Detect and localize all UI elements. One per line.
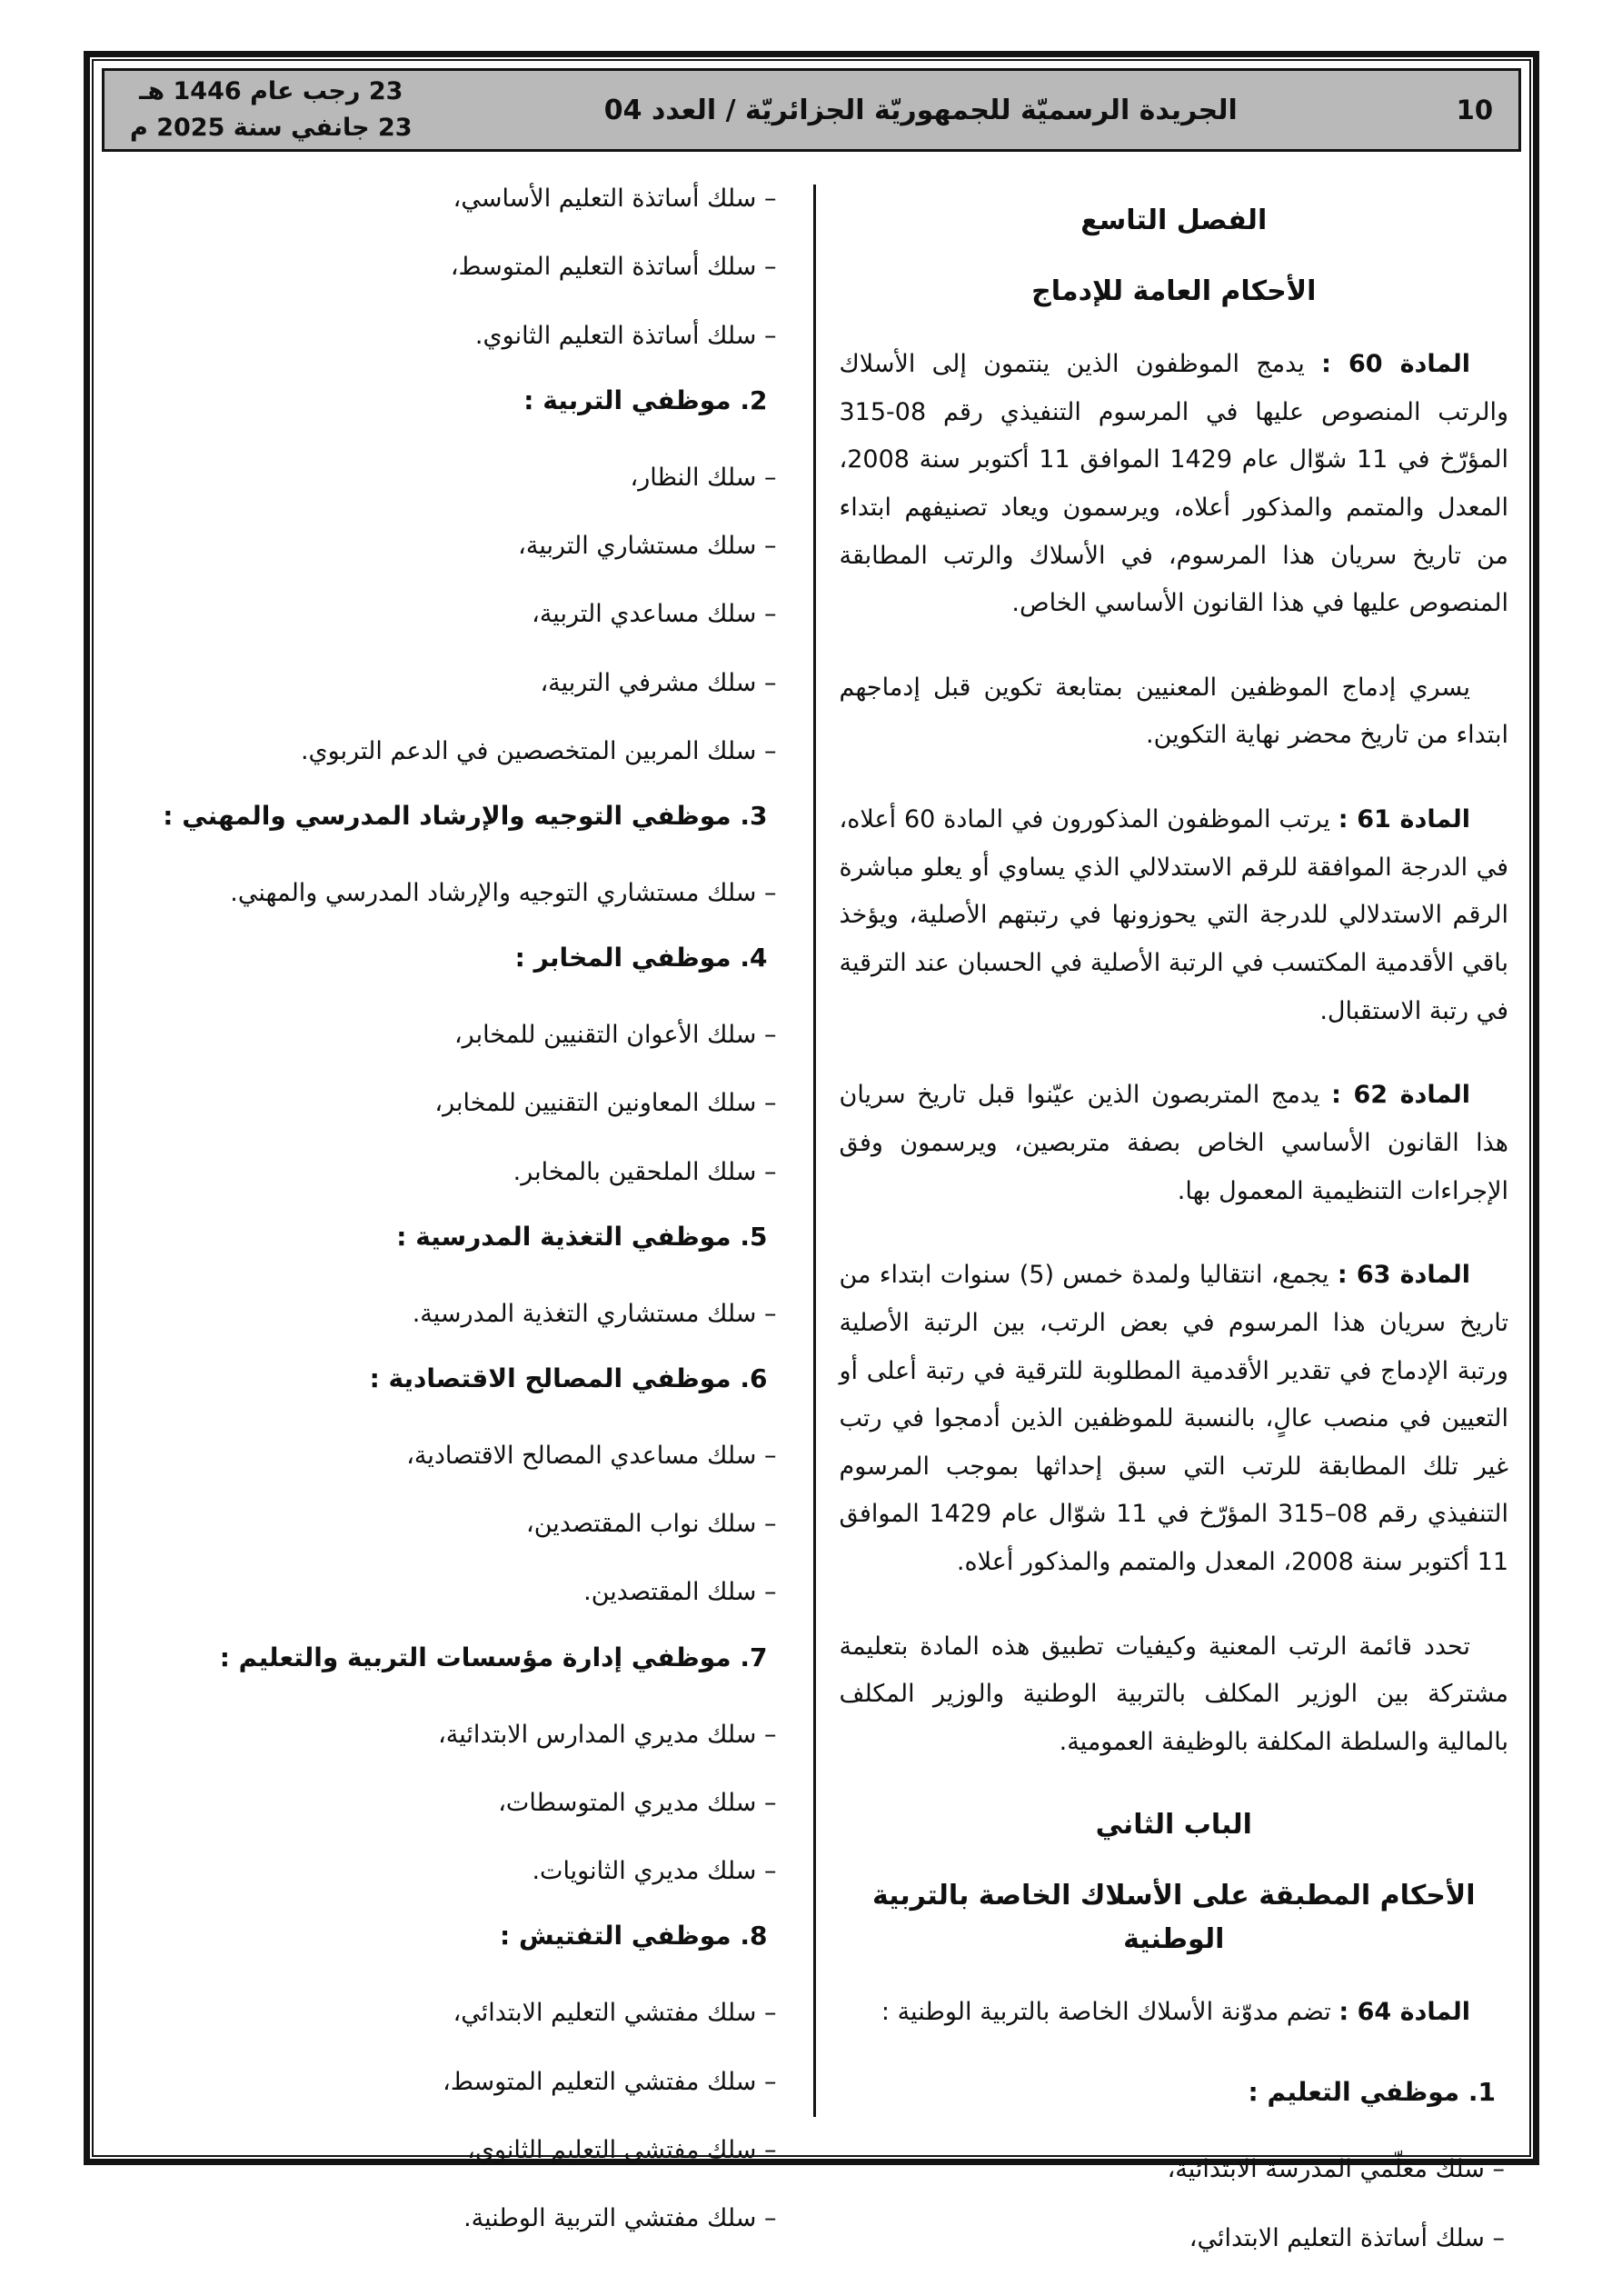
corps-item: – سلك مستشاري التوجيه والإرشاد المدرسي والمهني. <box>230 878 777 907</box>
corps-item: – سلك مفتشي التعليم الابتدائي، <box>453 1999 777 2028</box>
group-7-heading: 7. موظفي إدارة مؤسسات التربية والتعليم : <box>219 1642 768 1672</box>
column-divider <box>813 185 816 2117</box>
article-61: المادة 61 : يرتب الموظفون المذكورون في المادة 60 أعلاه، في الدرجة الموافقة للرقم الاستدلالي الذي يساوي أو يعلو مباشرة الرقم الاستدلالي للدرجة التي يحوزونها في رتبتهم الأصلية، ويؤخذ باقي الأقدمية المكتسب في الرتبة الأصلية في الحسبان عند الترقية في رتبة الاستقبال. <box>839 805 1508 1025</box>
corps-item: – سلك الملحقين بالمخابر. <box>512 1157 777 1186</box>
corps-item: – سلك مساعدي التربية، <box>532 600 777 629</box>
left-column-corps-lists <box>102 175 795 2233</box>
article-label: المادة 62 : <box>1331 1081 1471 1110</box>
article-60-para-2: يسري إدماج الموظفين المعنيين بمتابعة تكوين قبل إدماجهم ابتداء من تاريخ محضر نهاية التكوين. <box>839 673 1508 750</box>
right-column-articles <box>834 175 1522 2253</box>
corps-item: – سلك مفتشي التربية الوطنية. <box>463 2204 777 2233</box>
article-label: المادة 64 : <box>1338 1997 1470 2026</box>
article-63: المادة 63 : يجمع، انتقاليا ولمدة خمس (5) سنوات ابتداء من تاريخ سريان هذا المرسوم في بعض الرتب، بين الرتبة الأصلية ورتبة الإدماج في تقدير الأقدمية المطلوبة للترقية في رتبة أعلى أو التعيين في منصب عالٍ، بالنسبة للموظفين الذين أدمجوا في رتب غير تلك المطابقة للرتب التي سبق إحداثها بموجب المرسوم التنفيذي رقم 08–315 المؤرّخ في 11 شوّال عام 1429 الموافق 11 أكتوبر سنة 2008، المعدل والمتمم والمذكور أعلاه. <box>839 1261 1509 1577</box>
corps-item: – سلك مديري الثانويات. <box>532 1857 777 1886</box>
corps-item: – سلك مشرفي التربية، <box>540 668 777 697</box>
corps-item: – سلك مديري المدارس الابتدائية، <box>438 1720 777 1749</box>
article-label: المادة 60 : <box>1321 350 1471 378</box>
corps-item: – سلك أساتذة التعليم الابتدائي، <box>1189 2224 1505 2253</box>
corps-item: – سلك النظار، <box>630 463 777 492</box>
group-1-heading: 1. موظفي التعليم : <box>1248 2077 1496 2108</box>
part-heading: الباب الثاني <box>1095 1808 1252 1841</box>
article-label: المادة 61 : <box>1338 805 1470 834</box>
corps-item: – سلك أساتذة التعليم المتوسط، <box>450 253 777 282</box>
article-63-para-2: تحدد قائمة الرتب المعنية وكيفيات تطبيق هذه المادة بتعليمة مشتركة بين الوزير المكلف بالتربية الوطنية والوزير المكلف بالمالية والسلطة المكلفة بالوظيفة العمومية. <box>839 1632 1508 1757</box>
corps-item: – سلك مستشاري التغذية المدرسية. <box>412 1299 777 1328</box>
gazette-title: الجريدة الرسميّة للجمهوريّة الجزائريّة / العدد 04 <box>603 94 1238 126</box>
corps-item: – سلك مفتشي التعليم الثانوي، <box>467 2135 777 2164</box>
chapter-subheading: الأحكام العامة للإدماج <box>1031 275 1317 307</box>
corps-item: – سلك مستشاري التربية، <box>518 531 777 560</box>
page-number: 10 <box>1456 95 1493 125</box>
group-5-heading: 5. موظفي التغذية المدرسية : <box>396 1221 768 1252</box>
group-2-heading: 2. موظفي التربية : <box>523 384 768 415</box>
hijri-date: 23 رجب عام 1446 هـ <box>139 77 403 105</box>
group-4-heading: 4. موظفي المخابر : <box>514 943 768 973</box>
article-64: المادة 64 : تضم مدوّنة الأسلاك الخاصة بالتربية الوطنية : <box>881 1997 1470 2026</box>
corps-item: – سلك المعاونين التقنيين للمخابر، <box>434 1089 777 1118</box>
group-6-heading: 6. موظفي المصالح الاقتصادية : <box>369 1363 768 1394</box>
masthead <box>102 68 1521 152</box>
corps-item: – سلك المربين المتخصصين في الدعم التربوي. <box>300 736 777 765</box>
corps-item: – سلك مساعدي المصالح الاقتصادية، <box>406 1441 777 1470</box>
part-subheading: الأحكام المطبقة على الأسلاك الخاصة بالتربية الوطنية <box>871 1879 1476 1955</box>
page-content <box>102 152 1521 2253</box>
page-inner-border <box>92 59 1531 2253</box>
corps-item: – سلك أساتذة التعليم الثانوي. <box>474 321 777 350</box>
corps-item: – سلك مديري المتوسطات، <box>498 1788 777 1817</box>
corps-item: – سلك أساتذة التعليم الأساسي، <box>453 185 777 213</box>
article-label: المادة 63 : <box>1337 1261 1471 1290</box>
chapter-heading: الفصل التاسع <box>1080 205 1268 236</box>
group-3-heading: 3. موظفي التوجيه والإرشاد المدرسي والمهني : <box>163 801 768 832</box>
article-60: المادة 60 : يدمج الموظفون الذين ينتمون إلى الأسلاك والرتب المنصوص عليها في المرسوم التنفيذي رقم 08-315 المؤرّخ في 11 شوّال عام 1429 الموافق 11 أكتوبر سنة 2008، المعدل والمتمم والمذكور أعلاه، ويرسمون ويعاد تصنيفهم ابتداء من تاريخ سريان هذا المرسوم، في الأسلاك والرتب المطابقة المنصوص عليها في هذا القانون الأساسي الخاص. <box>839 350 1508 618</box>
article-62: المادة 62 : يدمج المتربصون الذين عيّنوا قبل تاريخ سريان هذا القانون الأساسي الخاص بصفة متربصين، ويرسمون وفق الإجراءات التنظيمية المعمول بها. <box>839 1081 1508 1205</box>
issue-dates <box>130 74 413 146</box>
page-outer-border <box>84 51 1539 2253</box>
corps-item: – سلك مفتشي التعليم المتوسط، <box>443 2067 777 2096</box>
corps-item: – سلك معلّمي المدرسة الابتدائية، <box>1167 2155 1505 2184</box>
corps-item: – سلك المقتصدين. <box>583 1578 777 1607</box>
gregorian-date: 23 جانفي سنة 2025 م <box>130 114 413 142</box>
corps-item: – سلك نواب المقتصدين، <box>526 1510 777 1539</box>
group-8-heading: 8. موظفي التفتيش : <box>500 1921 768 1952</box>
corps-item: – سلك الأعوان التقنيين للمخابر، <box>453 1021 777 1050</box>
